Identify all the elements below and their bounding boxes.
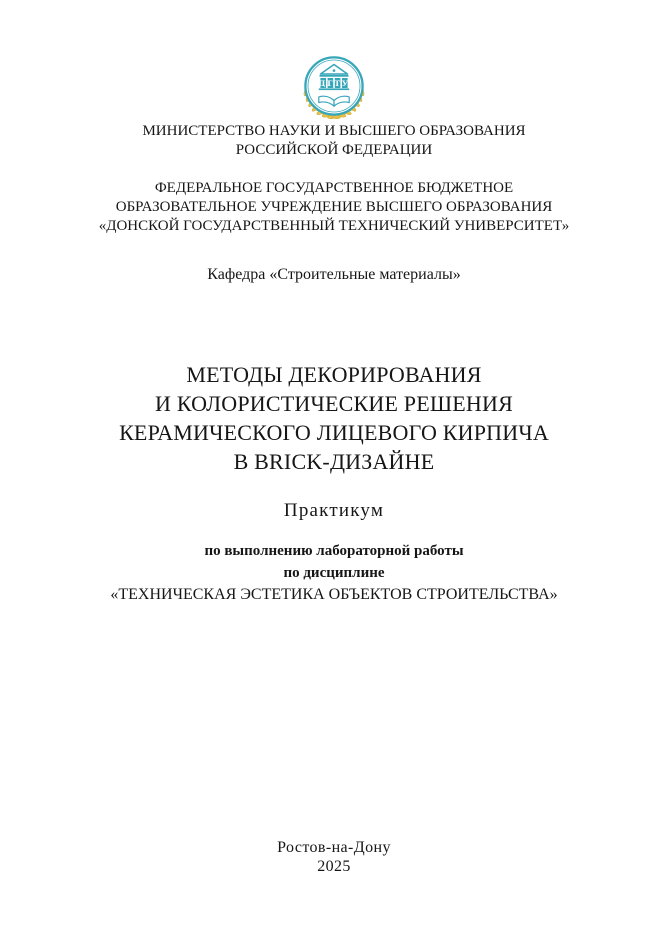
imprint-year: 2025 <box>317 858 351 875</box>
discipline-name: «ТЕХНИЧЕСКАЯ ЭСТЕТИКА ОБЪЕКТОВ СТРОИТЕЛЬСТВА» <box>110 586 558 603</box>
work-line-1: по выполнению лабораторной работы <box>204 543 464 559</box>
imprint <box>0 838 668 876</box>
imprint-city: Ростов-на-Дону <box>277 839 391 856</box>
title-line-1: МЕТОДЫ ДЕКОРИРОВАНИЯ <box>186 362 482 387</box>
dstu-university-logo <box>292 54 376 128</box>
document-title <box>0 360 668 476</box>
work-line-2: по дисциплине <box>283 564 385 581</box>
institution-heading <box>0 179 668 236</box>
institution-line-1: ФЕДЕРАЛЬНОЕ ГОСУДАРСТВЕННОЕ БЮДЖЕТНОЕ <box>154 180 514 196</box>
ministry-line-2: РОССИЙСКОЙ ФЕДЕРАЦИИ <box>235 142 433 158</box>
title-line-3: КЕРАМИЧЕСКОГО ЛИЦЕВОГО КИРПИЧА <box>119 420 549 445</box>
document-subtitle: Практикум <box>283 500 385 521</box>
title-line-2: И КОЛОРИСТИЧЕСКИЕ РЕШЕНИЯ <box>155 391 513 416</box>
institution-line-3: «ДОНСКОЙ ГОСУДАРСТВЕННЫЙ ТЕХНИЧЕСКИЙ УНИВЕРСИТЕТ» <box>98 218 570 234</box>
ministry-line-1: МИНИСТЕРСТВО НАУКИ И ВЫСШЕГО ОБРАЗОВАНИЯ <box>142 123 526 139</box>
department-line: Кафедра «Строительные материалы» <box>207 266 461 283</box>
title-line-4: В BRICK-ДИЗАЙНЕ <box>233 449 435 474</box>
work-description <box>0 541 668 606</box>
emblem-abbreviation: ДГТУ <box>318 78 351 88</box>
ministry-heading <box>0 122 668 160</box>
institution-line-2: ОБРАЗОВАТЕЛЬНОЕ УЧРЕЖДЕНИЕ ВЫСШЕГО ОБРАЗОВАНИЯ <box>115 199 553 215</box>
